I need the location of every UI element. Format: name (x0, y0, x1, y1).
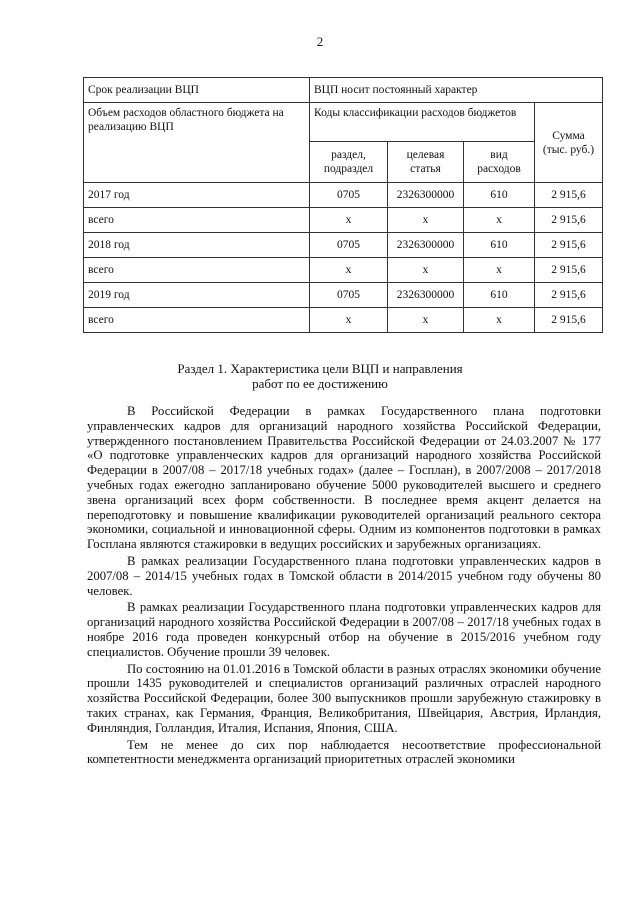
budget-label: Объем расходов областного бюджета на реализацию ВЦП (84, 103, 310, 183)
row-sum: 2 915,6 (535, 208, 603, 233)
row-sum: 2 915,6 (535, 183, 603, 208)
row-sum: 2 915,6 (535, 258, 603, 283)
row-target: x (388, 258, 464, 283)
paragraph: В Российской Федерации в рамках Государственного плана подготовки управленческих кадров для организаций народного хозяйства Российской Федерации, утвержденного постановлением Правительства Российской Федерации от 24.03.2007 № 177 «О подготовке управленческих кадров для организаций народного хозяйства Российской Федерации в 2007/08 – 2017/18 учебных годах» (далее – Госплан), в 2007/2008 – 2017/2018 учебных годах ежегодно запланировано обучение 5000 руководителей высшего и среднего звена организаций всех форм собственности. В последнее время акцент делается на переподготовку и повышение квалификации руководителей организаций реального сектора экономики, социальной и инновационной сферы. Одним из компонентов подготовки в рамках Госплана являются стажировки в ведущих российских и зарубежных организациях. (87, 404, 601, 552)
row-section: 0705 (310, 183, 388, 208)
row-sum: 2 915,6 (535, 233, 603, 258)
col-section-header: раздел, подраздел (310, 142, 388, 183)
section-title-line2: работ по ее достижению (252, 376, 388, 391)
col-type-header: вид расходов (464, 142, 535, 183)
section-title-line1: Раздел 1. Характеристика цели ВЦП и направления (177, 361, 463, 376)
row-type: 610 (464, 283, 535, 308)
paragraph: Тем не менее до сих пор наблюдается несоответствие профессиональной компетентности менеджмента организаций приоритетных отраслей экономики (87, 737, 601, 767)
table-row (84, 208, 603, 233)
row-type: x (464, 308, 535, 333)
paragraph: В рамках реализации Государственного плана подготовки управленческих кадров в 2007/08 – 2014/15 учебных годах в Томской области в 2014/2015 учебном году обучены 80 человек. (87, 553, 601, 598)
term-label: Срок реализации ВЦП (84, 78, 310, 103)
row-target: 2326300000 (388, 233, 464, 258)
row-type: x (464, 258, 535, 283)
table-row (84, 183, 603, 208)
body-text (87, 404, 601, 767)
row-section: x (310, 208, 388, 233)
row-label: 2019 год (84, 283, 310, 308)
row-target: 2326300000 (388, 283, 464, 308)
row-sum: 2 915,6 (535, 308, 603, 333)
table-row-term (84, 78, 603, 103)
row-type: 610 (464, 183, 535, 208)
term-value: ВЦП носит постоянный характер (310, 78, 603, 103)
row-type: 610 (464, 233, 535, 258)
page-number: 2 (316, 34, 324, 49)
row-sum: 2 915,6 (535, 283, 603, 308)
row-label: 2017 год (84, 183, 310, 208)
paragraph: В рамках реализации Государственного плана подготовки управленческих кадров для организаций народного хозяйства Российской Федерации в 2007/08 – 2017/18 учебных годах в ноябре 2016 года проведен конкурсный отбор на обучение в 2015/2016 учебном году специалистов. Обучение прошли 39 человек. (87, 600, 601, 659)
row-target: 2326300000 (388, 183, 464, 208)
row-section: 0705 (310, 283, 388, 308)
paragraph: По состоянию на 01.01.2016 в Томской области в разных отраслях экономики обучение прошли 1435 руководителей и специалистов организаций различных отраслей народного хозяйства Российской Федерации, более 300 выпускников прошли зарубежную стажировку в таких странах, как Германия, Франция, Великобритания, Швейцария, Австрия, Ирландия, Финляндия, Голландия, Италия, Испания, Япония, США. (87, 661, 601, 735)
row-label: всего (84, 308, 310, 333)
table-row (84, 283, 603, 308)
row-section: 0705 (310, 233, 388, 258)
col-target-header: целевая статья (388, 142, 464, 183)
row-target: x (388, 208, 464, 233)
sum-label: Сумма (тыс. руб.) (535, 103, 603, 183)
table-row (84, 258, 603, 283)
table-row (84, 233, 603, 258)
codes-label: Коды классификации расходов бюджетов (310, 103, 535, 142)
table-row (84, 308, 603, 333)
row-section: x (310, 308, 388, 333)
row-section: x (310, 258, 388, 283)
budget-table (83, 77, 603, 333)
row-label: всего (84, 208, 310, 233)
row-label: всего (84, 258, 310, 283)
row-target: x (388, 308, 464, 333)
table-header-row (84, 103, 603, 142)
section-title (0, 361, 640, 391)
row-type: x (464, 208, 535, 233)
row-label: 2018 год (84, 233, 310, 258)
